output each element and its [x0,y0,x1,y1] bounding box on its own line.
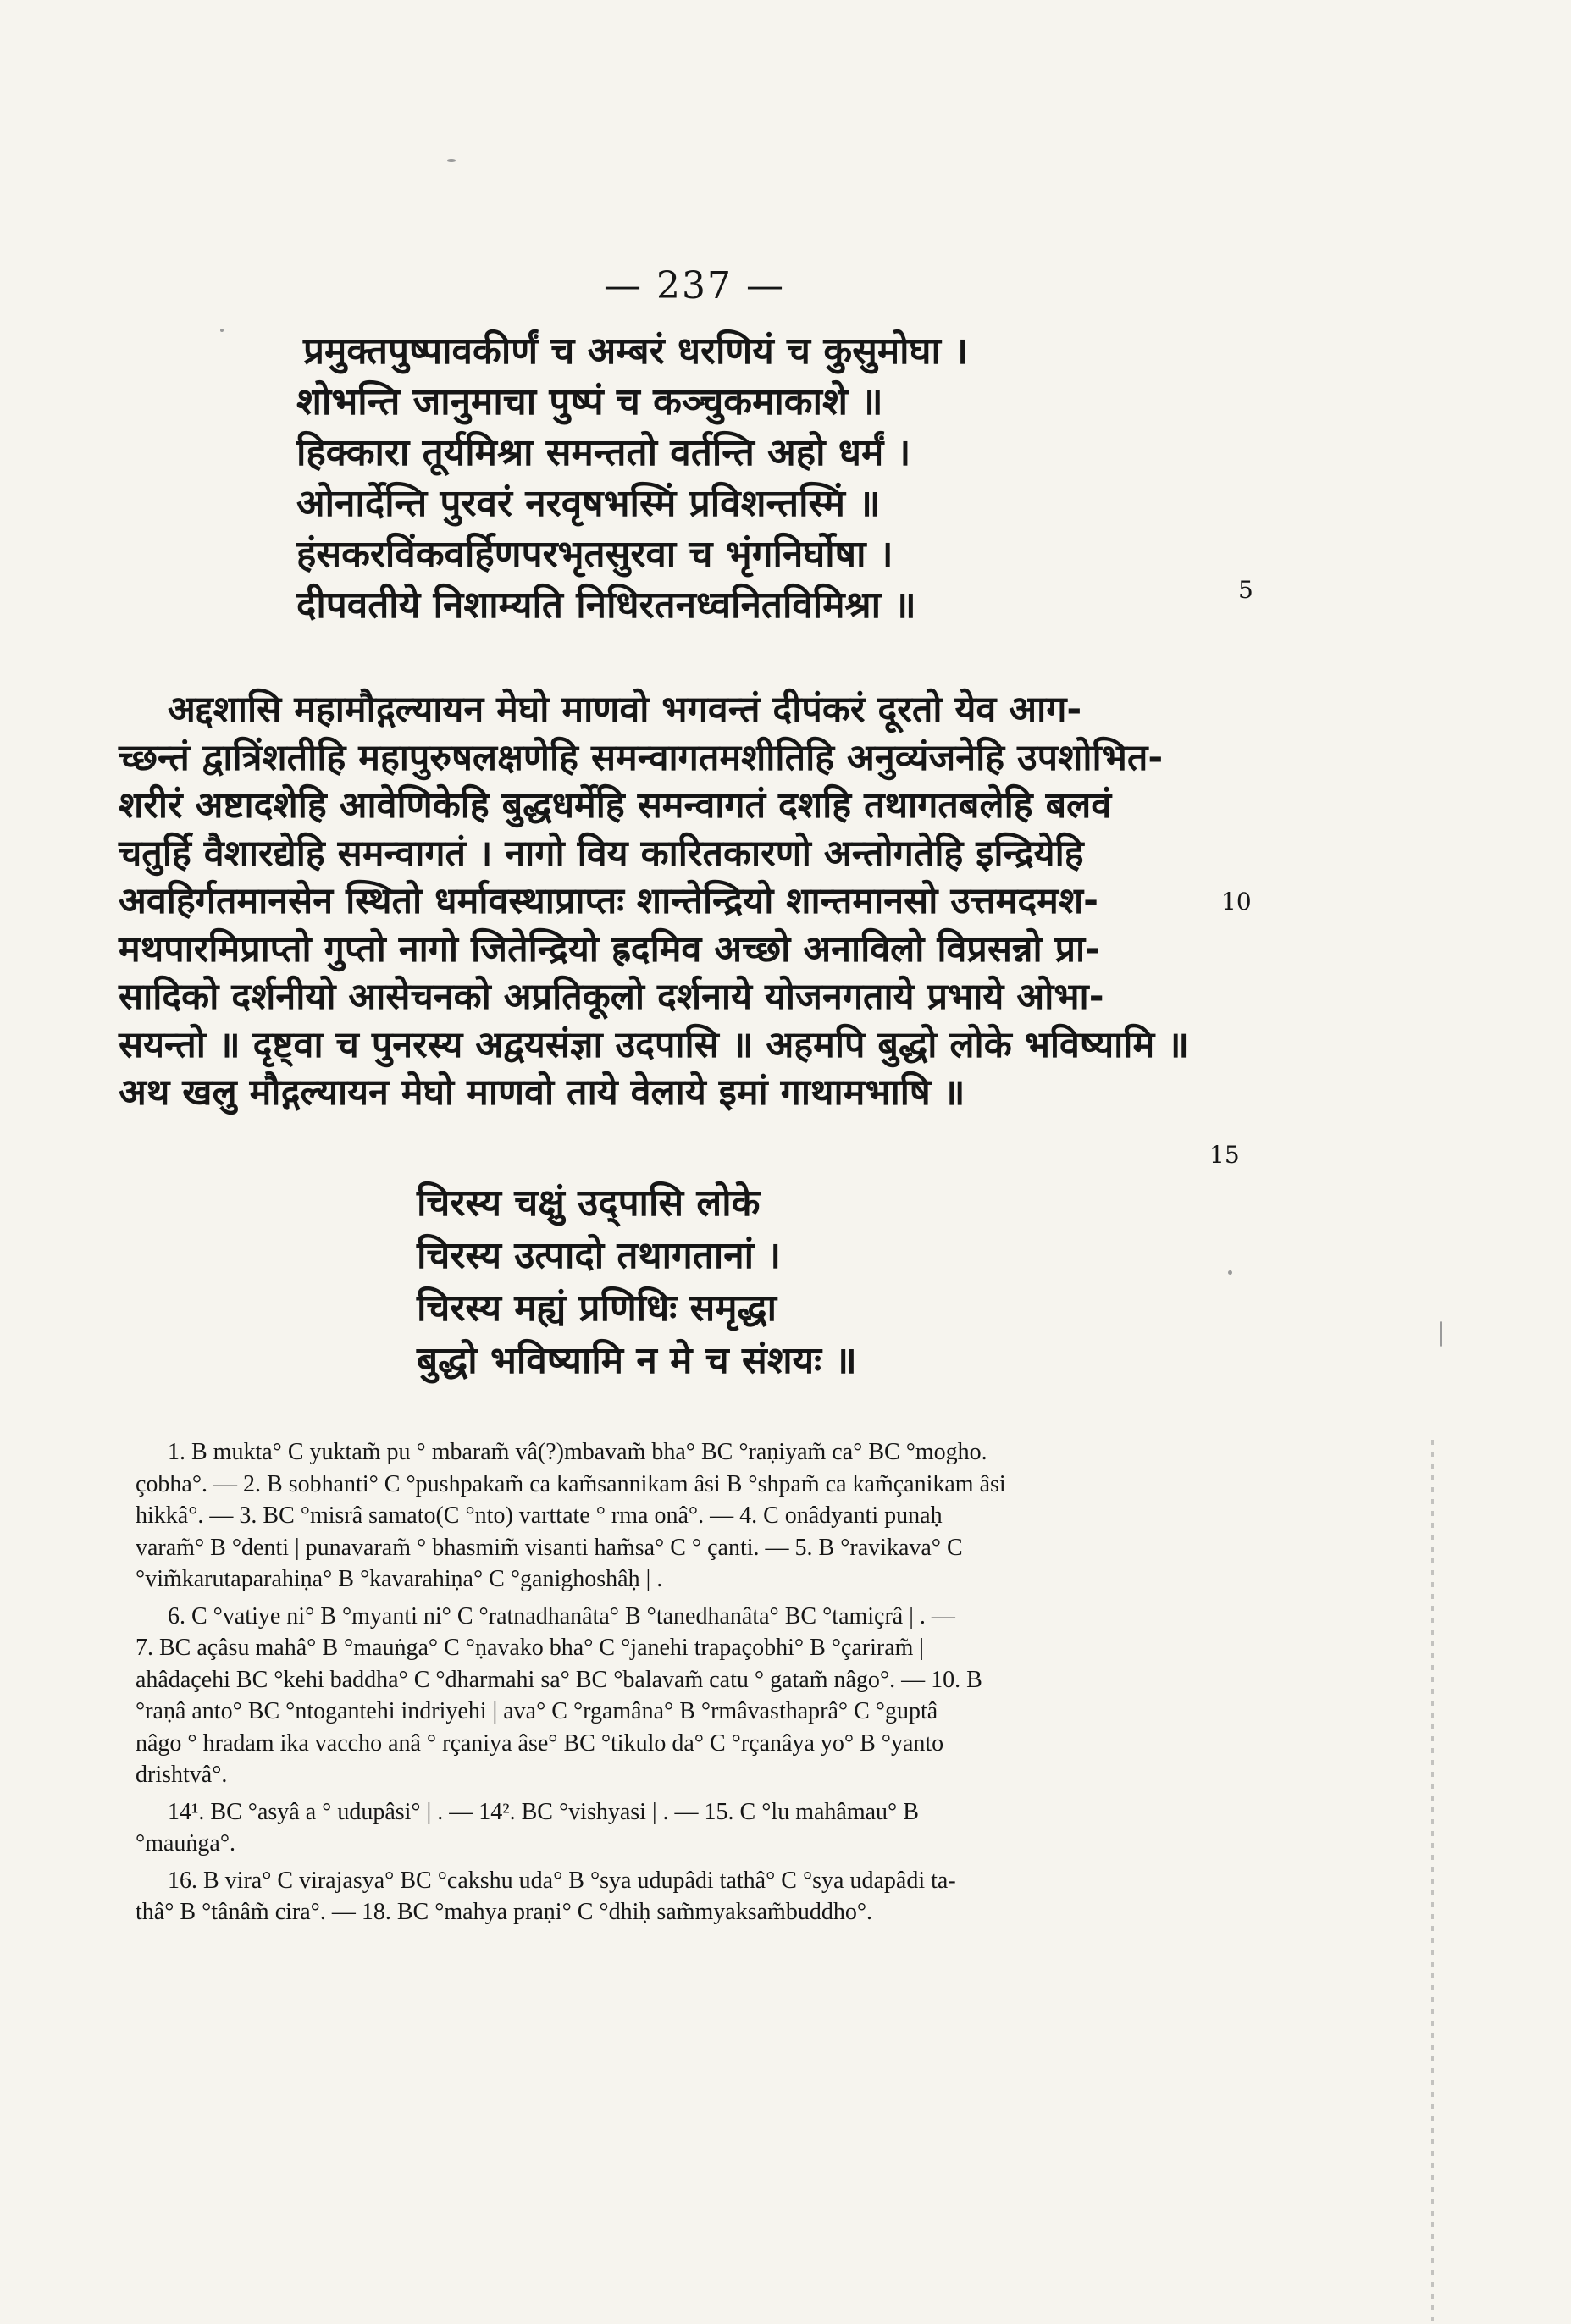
line-number-10: 10 [1221,888,1252,916]
footnote-line: hikkâ°. — 3. BC °misrâ samato(C °nto) varttate ° rma onâ°. — 4. C onâdyanti punaḥ [136,1502,943,1529]
verse-line: चिरस्य चक्षुं उद्पासि लोके [417,1181,761,1225]
footnote-line: nâgo ° hradam ika vaccho anâ ° rçaniya âse° BC °tikulo da° C °rçanâya yo° B °yanto [136,1729,944,1757]
footnote-line: 1. B mukta° C yuktam̃ pu ° mbaram̃ vâ(?)mbavam̃ bha° BC °raṇiyam̃ ca° BC °mogho. [168,1439,987,1465]
verse-line: प्रमुक्तपुष्पावकीर्णं च अम्बरं धरणियं च कुसुमोघा । [303,329,968,373]
prose-paragraph [119,686,1220,1117]
verse-line: दीपवतीये निशाम्यति निधिरतनध्वनितविमिश्रा ॥ [296,584,916,627]
page-number: — 237 — [604,264,785,307]
prose-line: मथपारमिप्राप्तो गुप्तो नागो जितेन्द्रियो ह्रदमिव अच्छो अनाविलो विप्रसन्नो प्रा- [119,927,1101,971]
scan-speck [220,329,224,332]
prose-line: अद्दशासि महामौद्गल्यायन मेघो माणवो भगवन्तं दीपंकरं दूरतो येव आग- [168,689,1082,731]
verse-line: ओनार्देन्ति पुरवरं नरवृषभस्मिं प्रविशन्तस्मिं ॥ [296,482,881,525]
scan-edge-artifact [1431,1440,1434,2321]
footnote-line: ahâdaçehi BC °kehi baddha° C °dharmahi sa° BC °balavam̃ catu ° gatam̃ nâgo°. — 10. B [136,1666,982,1693]
prose-line: सयन्तो ॥ दृष्ट्वा च पुनरस्य अद्वयसंज्ञा उदपासि ॥ अहमपि बुद्धो लोके भविष्यामि ॥ [119,1023,1189,1066]
footnote-line: 14¹. BC °asyâ a ° udupâsi° | . — 14². BC °vishyasi | . — 15. C °lu mahâmau° B [168,1798,919,1825]
prose-line: अथ खलु मौद्गल्यायन मेघो माणवो ताये वेलाये इमां गाथामभाषि ॥ [119,1071,965,1114]
verse-line: शोभन्ति जानुमाचा पुष्पं च कञ्चुकमाकाशे ॥ [296,380,883,423]
footnote-line: 7. BC açâsu mahâ° B °mauṅga° C °ṇavako bha° C °janehi trapaçobhi° B °çariram̃ | [136,1635,925,1661]
verse-line: चिरस्य उत्पादो तथागतानां । [417,1234,782,1277]
footnote-line: çobha°. — 2. B sobhanti° C °pushpakam̃ ca kam̃sannikam âsi B °shpam̃ ca kam̃çanikam âsi [136,1470,1006,1497]
prose-line: चतुर्हि वैशारद्येहि समन्वागतं । नागो विय कारितकारणो अन्तोगतेहि इन्द्रियेहि [119,832,1084,875]
footnote-line: °raṇâ anto° BC °ntogantehi indriyehi | ava° C °rgamâna° B °rmâvasthaprâ° C °guptâ [136,1698,938,1724]
prose-line: शरीरं अष्टादशेहि आवेणिकेहि बुद्धधर्मेहि समन्वागतं दशहि तथागतबलेहि बलवं [119,784,1112,827]
verse-line: बुद्धो भविष्यामि न मे च संशयः ॥ [417,1339,857,1382]
scan-speck [1440,1321,1442,1347]
prose-line: सादिको दर्शनीयो आसेचनको अप्रतिकूलो दर्शनाये योजनगताये प्रभाये ओभा- [119,976,1104,1018]
verse-line: हिक्कारा तूर्यमिश्रा समन्ततो वर्तन्ति अहो धर्मं । [296,431,911,474]
scan-speck [1228,1270,1232,1275]
footnote-line: 6. C °vatiye ni° B °myanti ni° C °ratnadhanâta° B °tanedhanâta° BC °tamiçrâ | . — [168,1602,955,1630]
footnote-line: 16. B vira° C virajasya° BC °cakshu uda° B °sya udupâdi tathâ° C °sya udapâdi ta- [168,1867,956,1894]
prose-line: अवहिर्गतमानसेन स्थितो धर्मावस्थाप्राप्तः शान्तेन्द्रियो शान्तमानसो उत्तमदमश- [119,880,1098,922]
scan-speck [447,159,456,162]
footnote-line: drishtvâ°. [136,1762,228,1788]
verse-block-1 [296,326,1262,631]
footnotes [136,1431,1211,1928]
line-number-15: 15 [1209,1141,1240,1169]
verse-line: हंसकरविंकवर्हिणपरभृतसुरवा च भृंगनिर्घोषा । [296,533,893,576]
footnote-line: thâ° B °tânâm̃ cira°. — 18. BC °mahya praṇi° C °dhiḥ sam̃myaksam̃buddho°. [136,1899,873,1925]
prose-line: च्छन्तं द्वात्रिंशतीहि महापुरुषलक्षणेहि समन्वागतमशीतिहि अनुव्यंजनेहि उपशोभित- [119,736,1164,779]
footnote-line: °vim̃karutaparahiṇa° B °kavarahiṇa° C °ganighoshâḥ | . [136,1566,663,1592]
footnote-line: °mauṅga°. [136,1830,236,1856]
line-number-5: 5 [1238,576,1253,604]
verse-line: चिरस्य मह्यं प्रणिधिः समृद्धा [417,1286,777,1330]
footnote-line: varam̃° B °denti | punavaram̃ ° bhasmim̃ visanti ham̃sa° C ° çanti. — 5. B °ravikava° C [136,1534,963,1561]
verse-block-2 [417,1177,1060,1387]
